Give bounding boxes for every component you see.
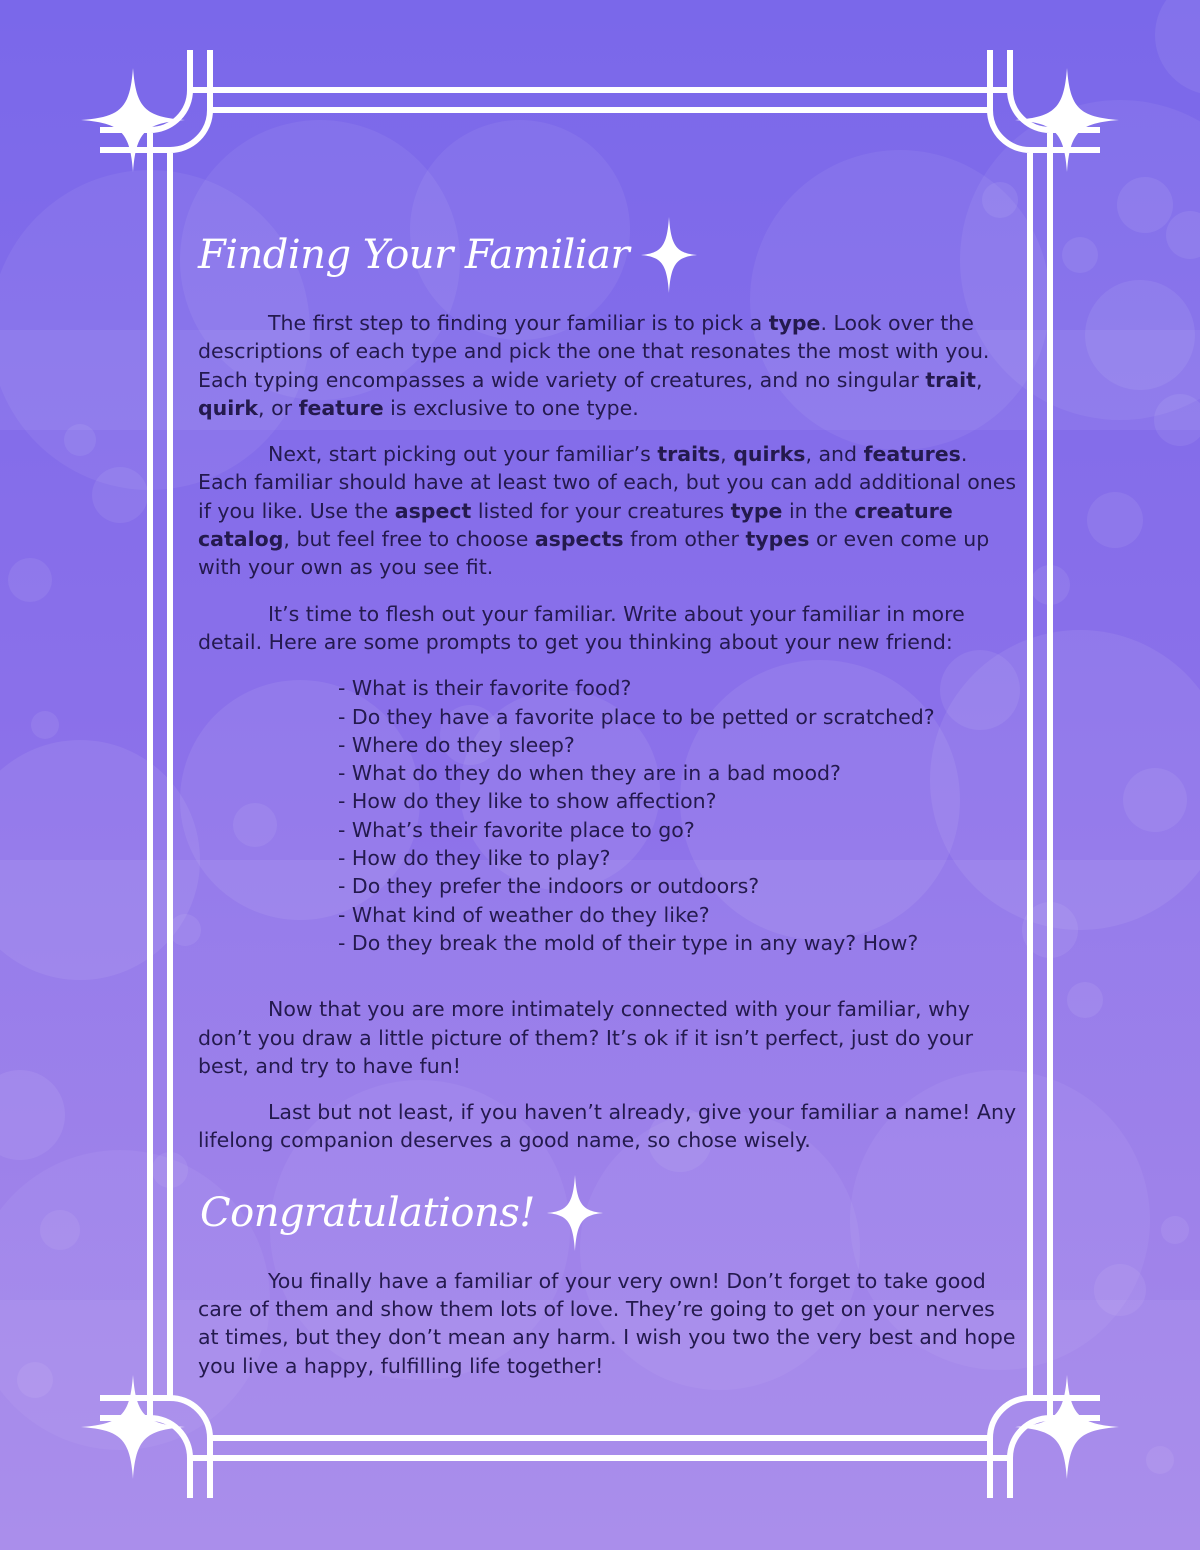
section-heading-finding xyxy=(198,215,1018,295)
paragraph-name: Last but not least, if you haven’t already, give your familiar a name! Any lifelong companion deserves a good name, so chose wisely. xyxy=(198,1100,1017,1153)
list-item: - What kind of weather do they like? xyxy=(338,902,710,927)
list-item: - How do they like to play? xyxy=(338,846,611,871)
list-item: - Do they have a favorite place to be petted or scratched? xyxy=(338,704,935,729)
list-item: - Where do they sleep? xyxy=(338,732,575,757)
list-item: - What’s their favorite place to go? xyxy=(338,817,695,842)
prompt-list xyxy=(338,674,1018,957)
section-heading-congratulations xyxy=(200,1173,1018,1253)
list-item: - How do they like to show affection? xyxy=(338,789,717,814)
congratulations-title: Congratulations! xyxy=(200,1189,535,1236)
sparkle-icon xyxy=(639,215,699,295)
list-item: - Do they break the mold of their type in any way? How? xyxy=(338,930,919,955)
page-content xyxy=(198,215,1018,1398)
paragraph-congratulations: You finally have a familiar of your very own! Don’t forget to take good care of them and show them lots of love. They’re going to get on your nerves at times, but they don’t mean any harm. I wish you two the very best and hope you live a happy, fulfilling life together! xyxy=(198,1268,1016,1378)
paragraph-flesh-out: It’s time to flesh out your familiar. Write about your familiar in more detail. Here are some prompts to get you thinking about your new friend: xyxy=(198,601,965,654)
list-item: - What is their favorite food? xyxy=(338,676,632,701)
paragraph-draw: Now that you are more intimately connected with your familiar, why don’t you draw a little picture of them? It’s ok if it isn’t perfect, just do your best, and try to have fun! xyxy=(198,997,974,1078)
list-item: - What do they do when they are in a bad mood? xyxy=(338,761,841,786)
paragraph-type: The first step to finding your familiar is to pick a type. Look over the descriptions of each type and pick the one that resonates the most with you. Each typing encompasses a wide variety of creatures, and no singular trait, quirk, or feature is exclusive to one type. xyxy=(198,311,990,420)
sparkle-icon xyxy=(545,1173,605,1253)
paragraph-traits: Next, start picking out your familiar’s traits, quirks, and features. Each familiar should have at least two of each, but you can add additional ones if you like. Use the aspect listed for your creatures type in the creature catalog, but feel free to choose aspects from other types or even come up with your own as you see fit. xyxy=(198,442,1017,580)
page-title: Finding Your Familiar xyxy=(198,232,630,278)
list-item: - Do they prefer the indoors or outdoors? xyxy=(338,874,760,899)
